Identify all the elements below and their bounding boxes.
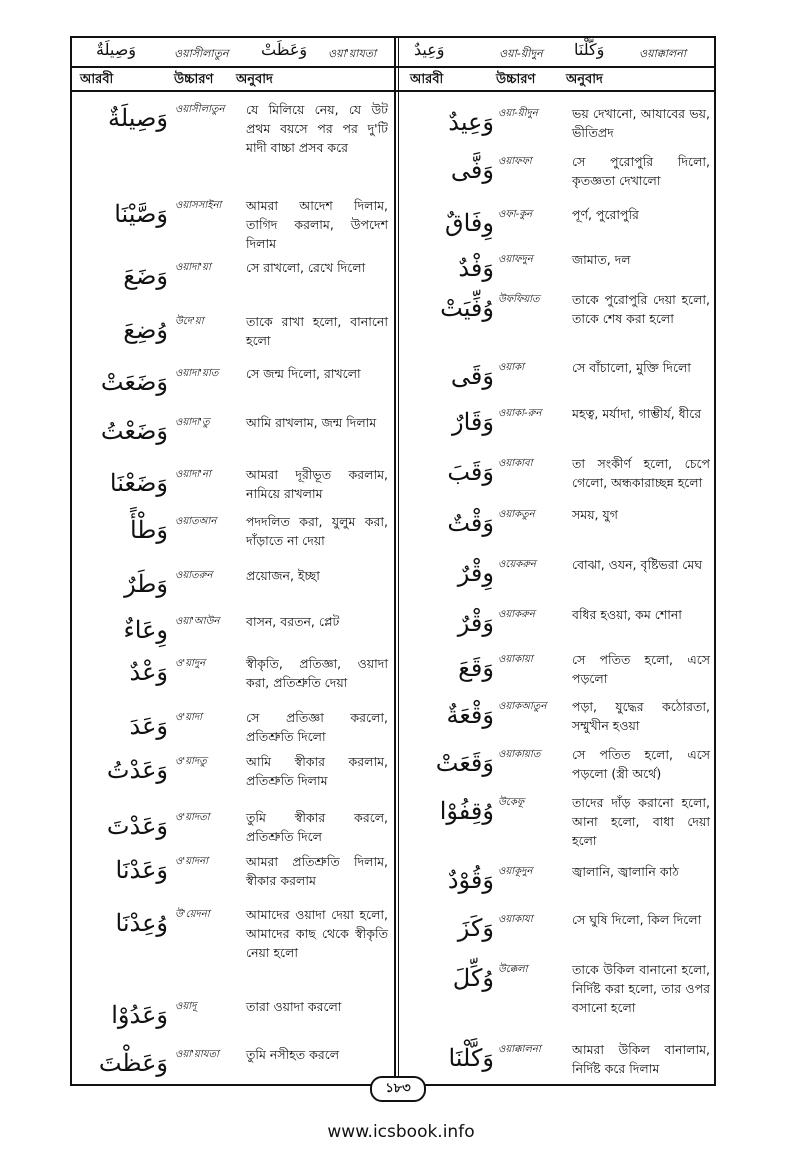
right-meaning: মহত্ব, মর্যাদা, গাম্ভীর্য, ধীরে [572, 406, 702, 421]
right-pronunciation: ওয়াকআতুন [498, 701, 547, 712]
left-arabic-word: وَضَعَتْ [100, 368, 168, 396]
right-arabic-word: وَقْعَةٌ [446, 701, 494, 729]
col-header-arabic-left: আরবী [80, 72, 114, 87]
left-meaning: আমরা আদেশ দিলাম, তাগিদ করলাম, উপদেশ দিলাম [246, 198, 388, 251]
header-left-pron-2: ওয়া'য়াযতা [328, 47, 377, 60]
left-meaning: তারা ওয়াদা করলো [246, 999, 342, 1014]
right-pronunciation: ওয়াকরুন [498, 609, 535, 620]
right-pronunciation: ওয়াকাবা [498, 458, 533, 469]
left-meaning: সে প্রতিজ্ঞা করলো, প্রতিশ্রুতি দিলো [246, 710, 388, 744]
right-pronunciation: উক্কেলা [498, 964, 528, 975]
column-divider-inner [398, 36, 399, 1086]
right-pronunciation: উকেফূ [498, 797, 525, 808]
left-pronunciation: ওয়াদা'তু [175, 417, 210, 428]
right-arabic-word: وَقَبَ [447, 458, 494, 486]
right-arabic-word: وَفَّى [450, 156, 494, 184]
left-meaning: পদদলিত করা, যুলুম করা, দাঁড়াতে না দেয়া [246, 514, 388, 548]
right-meaning: সে পতিত হলো, এসে পড়লো (স্ত্রী অর্থে) [572, 747, 710, 781]
right-pronunciation: ওয়াফফা [498, 156, 532, 167]
right-arabic-word: وَكَّلْنَا [448, 1044, 494, 1072]
left-arabic-word: وَصَّيْنَا [114, 200, 168, 228]
left-pronunciation: ওয়াসসাইনা [175, 200, 222, 211]
right-pronunciation: ওয়াকায়াত [498, 749, 541, 760]
left-pronunciation: উদে'য়া [175, 316, 204, 327]
left-pronunciation: উ'য়েদনা [175, 909, 210, 920]
left-meaning: আমরা দূরীভূত করলাম, নামিয়ে রাখলাম [246, 467, 388, 501]
right-arabic-word: وِفَاقٌ [445, 209, 494, 237]
right-arabic-word: وَقَعَ [458, 654, 494, 682]
right-arabic-word: وَفْدٌ [458, 254, 494, 282]
header-left-arabic-1: وَصِيلَةٌ [96, 40, 137, 59]
left-pronunciation: ওয়াদূ [175, 1001, 197, 1012]
left-pronunciation: ওয়া'য়াযতা [175, 1049, 219, 1060]
right-meaning: তাকে উকিল বানানো হলো, নির্দিষ্ট করা হলো, তার ওপর বসানো হলো [572, 962, 710, 1015]
left-pronunciation: ওয়াসীলাতুন [175, 104, 225, 115]
right-arabic-word: وَعِيدٌ [448, 108, 494, 136]
right-meaning: সে পতিত হলো, এসে পড়লো [572, 652, 710, 686]
right-meaning: পড়া, যুদ্ধের কঠোরতা, সম্মুখীন হওয়া [572, 699, 710, 733]
left-meaning: সে রাখলো, রেখে দিলো [246, 260, 366, 275]
left-pronunciation: ও'য়াদুন [175, 658, 206, 669]
right-pronunciation: ওয়েকরুন [498, 559, 536, 570]
right-arabic-word: وَقُوْدٌ [447, 866, 494, 894]
right-pronunciation: ওয়াফদুন [498, 254, 533, 265]
right-pronunciation: ওয়াকাযা [498, 914, 533, 925]
right-pronunciation: ওয়াকা-রুন [498, 408, 542, 419]
right-meaning: সে বাঁচালো, মুক্তি দিলো [572, 360, 691, 375]
header-right-arabic-1: وَعِيدٌ [414, 40, 445, 59]
left-meaning: তাকে রাখা হলো, বানানো হলো [246, 314, 388, 348]
left-pronunciation: ও'য়াদতা [175, 812, 210, 823]
left-meaning: আমি রাখলাম, জন্ম দিলাম [246, 415, 377, 430]
left-meaning: স্বীকৃতি, প্রতিজ্ঞা, ওয়াদা করা, প্রতিশ্রুতি দেয়া [246, 656, 388, 690]
right-arabic-word: وَقْتٌ [447, 509, 494, 537]
left-meaning: সে জন্ম দিলো, রাখলো [246, 366, 361, 381]
page-number: ১৮৩ [370, 1076, 426, 1102]
footer-url: www.icsbook.info [327, 1122, 475, 1142]
left-arabic-word: وَعَظْتَ [98, 1049, 168, 1077]
left-pronunciation: ওয়াতরুন [175, 570, 213, 581]
right-arabic-word: وُفِّيَتْ [440, 294, 494, 322]
left-meaning: যে মিলিয়ে নেয়, যে উট প্রথম বয়সে পর পর দু'টি মাদী বাচ্চা প্রসব করে [246, 102, 388, 155]
left-meaning: আমরা প্রতিশ্রুতি দিলাম, স্বীকার করলাম [246, 854, 388, 888]
col-header-arabic-right: আরবী [410, 72, 444, 87]
right-pronunciation: ওয়া-য়ীদুন [498, 108, 538, 119]
right-pronunciation: ওয়াকায়া [498, 654, 533, 665]
right-meaning: বোঝা, ওযন, বৃষ্টিভরা মেঘ [572, 557, 703, 572]
right-meaning: ভয় দেখানো, আযাবের ভয়, ভীতিপ্রদ [572, 106, 710, 140]
right-arabic-word: وُكِّلَ [452, 964, 494, 992]
col-header-pron-left: উচ্চারণ [174, 72, 214, 87]
left-meaning: তুমি স্বীকার করলে, প্রতিশ্রুতি দিলে [246, 810, 388, 844]
col-header-meaning-left: অনুবাদ [236, 72, 273, 87]
left-pronunciation: ও'য়াদনা [175, 856, 209, 867]
header-left-arabic-2: وَعَظَتْ [261, 40, 308, 59]
header-rule-top [70, 66, 716, 68]
right-arabic-word: وَقَى [450, 362, 494, 390]
right-pronunciation: ওয়াকূদুন [498, 866, 533, 877]
left-arabic-word: وَصِيلَةٌ [107, 104, 168, 132]
right-pronunciation: ওয়াকা [498, 362, 525, 373]
left-arabic-word: وَعَدْنَا [115, 856, 168, 884]
left-pronunciation: ওয়া'আউন [175, 616, 220, 627]
right-pronunciation: উফফিয়াত [498, 294, 540, 305]
right-meaning: সে পুরোপুরি দিলো, কৃতজ্ঞতা দেখালো [572, 154, 710, 188]
right-arabic-word: وَقَعَتْ [435, 749, 494, 777]
left-arabic-word: وَعَدْتُ [106, 756, 168, 784]
left-arabic-word: وَضَعْنَا [109, 469, 168, 497]
right-pronunciation: ওফা-কুন [498, 209, 533, 220]
header-right [404, 36, 714, 68]
header-rule-bottom [70, 90, 716, 92]
right-meaning: তা সংকীর্ণ হলো, চেপে গেলো, অন্ধকারাচ্ছন্ন হলো [572, 456, 710, 490]
left-pronunciation: ও'য়াদতু [175, 756, 207, 767]
left-pronunciation: ওয়াতআন [175, 516, 217, 527]
right-arabic-word: وِقْرٌ [457, 559, 494, 587]
left-pronunciation: ওয়াদা'য়াত [175, 368, 219, 379]
right-arabic-word: وَقَارٌ [452, 408, 494, 436]
left-meaning: তুমি নসীহত করলে [246, 1047, 340, 1062]
left-arabic-word: وَضَعْتُ [100, 417, 168, 445]
header-right-pron-1: ওয়া-য়ীদুন [499, 47, 543, 60]
left-arabic-word: وَعَدْتَ [106, 812, 168, 840]
header-left-pron-1: ওয়াসীলাতুন [174, 47, 229, 60]
col-header-meaning-right: অনুবাদ [566, 72, 603, 87]
left-arabic-word: وَعْدٌ [129, 658, 168, 686]
right-meaning: জ্বালানি, জ্বালানি কাঠ [572, 864, 679, 879]
right-meaning: তাকে পুরোপুরি দেয়া হলো, তাকে শেষ করা হলো [572, 292, 710, 326]
column-divider [394, 36, 396, 1086]
left-pronunciation: ওয়াদা'না [175, 469, 211, 480]
right-arabic-word: وُقِفُوْا [439, 797, 494, 825]
header-right-arabic-2: وَكَّلْنَا [574, 40, 605, 59]
left-arabic-word: وِعَاءٌ [123, 616, 168, 644]
left-arabic-word: وَعَدَ [129, 712, 168, 740]
left-arabic-word: وَضَعَ [123, 262, 168, 290]
left-pronunciation: ওয়াদা'য়া [175, 262, 211, 273]
left-pronunciation: ও'য়াদা [175, 712, 203, 723]
right-arabic-word: وَقْرٌ [457, 609, 494, 637]
right-meaning: বধির হওয়া, কম শোনা [572, 607, 682, 622]
right-pronunciation: ওয়াক্কালনা [498, 1044, 541, 1055]
left-meaning: আমি স্বীকার করলাম, প্রতিশ্রুতি দিলাম [246, 754, 388, 788]
col-header-pron-right: উচ্চারণ [496, 72, 536, 87]
left-meaning: প্রয়োজন, ইচ্ছা [246, 568, 320, 583]
right-meaning: সে ঘুষি দিলো, কিল দিলো [572, 912, 702, 927]
right-meaning: সময়, যুগ [572, 507, 618, 522]
header-right-pron-2: ওয়াক্কালনা [639, 47, 687, 60]
left-arabic-word: وُعِدْنَا [115, 909, 168, 937]
right-meaning: পূর্ণ, পুরোপুরি [572, 207, 639, 222]
header-left [96, 36, 396, 68]
left-arabic-word: وَطْأً [129, 516, 168, 544]
left-meaning: বাসন, বরতন, প্লেট [246, 614, 340, 629]
left-meaning: আমাদের ওয়াদা দেয়া হলো, আমাদের কাছ থেকে স্বীকৃতি নেয়া হলো [246, 907, 388, 960]
right-pronunciation: ওয়াকতুন [498, 509, 535, 520]
right-meaning: জামাত, দল [572, 252, 631, 267]
left-arabic-word: وُضِعَ [123, 316, 168, 344]
left-arabic-word: وَطَرٌ [124, 570, 168, 598]
left-arabic-word: وَعَدُوْا [111, 1001, 168, 1029]
right-arabic-word: وَكَزَ [457, 914, 494, 942]
right-meaning: তাদের দাঁড় করানো হলো, আনা হলো, বাধা দেয়া হলো [572, 795, 710, 848]
right-meaning: আমরা উকিল বানালাম, নির্দিষ্ট করে দিলাম [572, 1042, 710, 1076]
